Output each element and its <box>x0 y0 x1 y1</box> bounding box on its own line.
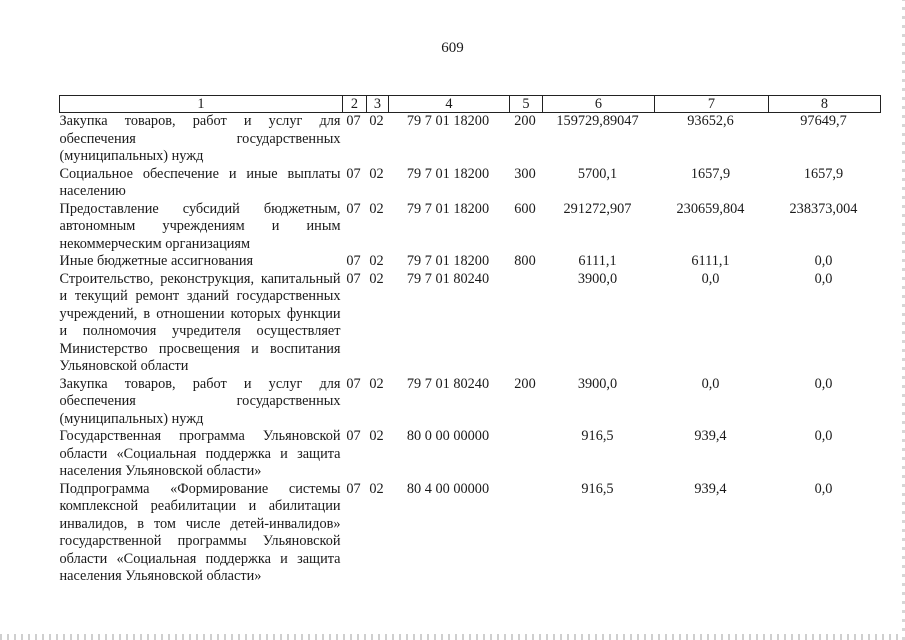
cell-section: 07 <box>346 200 361 217</box>
cell-section: 07 <box>346 270 361 287</box>
row-name: Иные бюджетные ассигнования <box>59 253 254 269</box>
cell-expense-type <box>510 271 543 376</box>
table-row <box>60 271 881 376</box>
column-header: 3 <box>367 96 389 113</box>
cell-target-code: 79 7 01 18200 <box>406 113 490 129</box>
scan-bottom-edge <box>0 634 905 640</box>
cell-amount-3: 0,0 <box>814 428 833 444</box>
cell-subsection: 02 <box>369 428 384 444</box>
cell-amount-1: 5700,1 <box>577 165 618 182</box>
column-header: 2 <box>343 96 367 113</box>
cell-amount-1: 159729,89047 <box>556 113 639 129</box>
cell-subsection: 02 <box>369 165 384 182</box>
row-name: Подпрограмма «Формирование системы комплексной реабилитации и абилитации инвалидов, в том числе детей-инвалидов» государственной программы Ульяновской области «Социальная поддержка и защита населения Ульяновской области» <box>59 480 341 584</box>
cell-expense-type: 200 <box>514 113 536 129</box>
row-name: Закупка товаров, работ и услуг для обеспечения государственных (муниципальных) нужд <box>59 375 341 427</box>
cell-target-code: 79 7 01 18200 <box>406 200 490 217</box>
budget-table <box>59 95 881 586</box>
cell-section: 07 <box>346 165 361 182</box>
table-row <box>60 201 881 254</box>
cell-amount-1: 3900,0 <box>577 375 618 392</box>
cell-amount-2: 939,4 <box>694 480 727 497</box>
cell-amount-1: 916,5 <box>581 428 614 444</box>
cell-expense-type <box>510 428 543 481</box>
row-name: Государственная программа Ульяновской области «Социальная поддержка и защита населения Ульяновской области» <box>59 428 341 479</box>
table-row <box>60 253 881 271</box>
cell-section: 07 <box>346 253 361 269</box>
table-row <box>60 376 881 429</box>
cell-amount-3: 1657,9 <box>803 165 844 182</box>
column-header: 5 <box>510 96 543 113</box>
cell-target-code: 79 7 01 18200 <box>406 253 490 269</box>
cell-amount-1: 3900,0 <box>577 270 618 287</box>
column-header: 6 <box>543 96 655 113</box>
cell-amount-3: 0,0 <box>814 253 833 269</box>
row-name: Социальное обеспечение и иные выплаты населению <box>59 165 341 199</box>
cell-amount-2: 939,4 <box>694 428 727 444</box>
table-row <box>60 481 881 586</box>
cell-amount-3: 0,0 <box>814 270 833 287</box>
cell-amount-2: 1657,9 <box>690 165 731 182</box>
header-row <box>60 96 881 113</box>
row-name: Строительство, реконструкция, капитальный и текущий ремонт зданий государственных учреждений, в отношении которых функции и полномочия учредителя осуществляет Министерство просвещения и воспитания Ульяновской области <box>59 270 341 374</box>
cell-subsection: 02 <box>369 480 384 497</box>
table-row <box>60 166 881 201</box>
row-name: Закупка товаров, работ и услуг для обеспечения государственных (муниципальных) нужд <box>59 113 341 164</box>
cell-subsection: 02 <box>369 253 384 269</box>
cell-amount-1: 6111,1 <box>578 253 617 269</box>
cell-section: 07 <box>346 113 361 129</box>
table-row <box>60 113 881 166</box>
cell-expense-type: 200 <box>514 375 536 392</box>
cell-target-code: 79 7 01 80240 <box>406 270 490 287</box>
column-header: 7 <box>655 96 769 113</box>
cell-amount-2: 93652,6 <box>687 113 734 129</box>
column-header: 1 <box>60 96 343 113</box>
cell-section: 07 <box>346 428 361 444</box>
cell-expense-type <box>510 481 543 586</box>
cell-expense-type: 300 <box>514 165 536 182</box>
cell-amount-2: 0,0 <box>701 375 720 392</box>
column-header: 8 <box>769 96 881 113</box>
cell-target-code: 79 7 01 80240 <box>406 375 490 392</box>
cell-amount-3: 0,0 <box>814 480 833 497</box>
cell-amount-1: 291272,907 <box>563 200 632 217</box>
cell-target-code: 79 7 01 18200 <box>406 165 490 182</box>
cell-expense-type: 600 <box>514 200 536 217</box>
cell-section: 07 <box>346 375 361 392</box>
table-row <box>60 428 881 481</box>
cell-amount-2: 0,0 <box>701 270 720 287</box>
cell-amount-2: 6111,1 <box>691 253 730 269</box>
cell-amount-3: 97649,7 <box>800 113 847 129</box>
cell-subsection: 02 <box>369 375 384 392</box>
cell-subsection: 02 <box>369 113 384 129</box>
column-header: 4 <box>389 96 510 113</box>
cell-subsection: 02 <box>369 270 384 287</box>
cell-subsection: 02 <box>369 200 384 217</box>
cell-amount-3: 238373,004 <box>789 200 858 217</box>
cell-amount-2: 230659,804 <box>676 200 745 217</box>
page-number: 609 <box>441 40 464 56</box>
row-name: Предоставление субсидий бюджетным, автономным учреждениям и иным некоммерческим организациям <box>59 200 341 252</box>
cell-target-code: 80 4 00 00000 <box>406 480 490 497</box>
cell-target-code: 80 0 00 00000 <box>406 428 490 444</box>
cell-amount-1: 916,5 <box>581 480 614 497</box>
cell-amount-3: 0,0 <box>814 375 833 392</box>
cell-section: 07 <box>346 480 361 497</box>
cell-expense-type: 800 <box>514 253 536 269</box>
